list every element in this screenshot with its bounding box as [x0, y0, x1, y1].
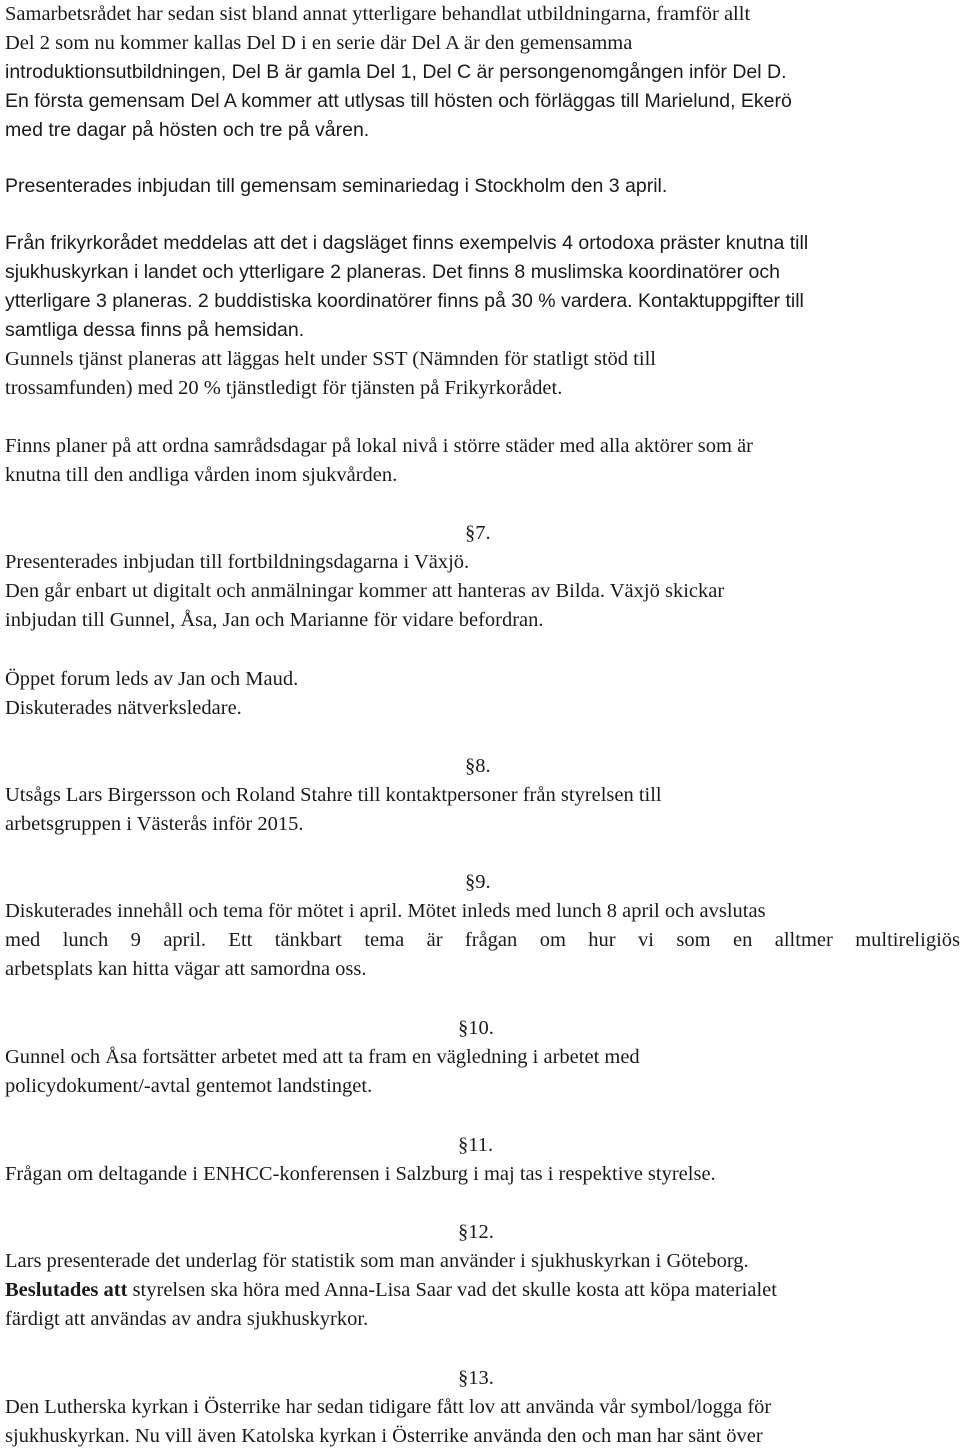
- paragraph-line: Öppet forum leds av Jan och Maud.: [5, 668, 299, 690]
- paragraph-line: Från frikyrkorådet meddelas att det i dagsläget finns exempelvis 4 ortodoxa präster knutna till: [5, 232, 809, 254]
- paragraph-line: Finns planer på att ordna samrådsdagar på lokal nivå i större städer med alla aktörer som är: [5, 435, 753, 457]
- section-heading: §10.: [458, 1017, 494, 1039]
- paragraph-line: färdigt att användas av andra sjukhuskyrkor.: [5, 1308, 369, 1330]
- decision-text: styrelsen ska höra med Anna-Lisa Saar vad det skulle kosta att köpa materialet: [127, 1279, 777, 1301]
- paragraph-line: Frågan om deltagande i ENHCC-konferensen i Salzburg i maj tas i respektive styrelse.: [5, 1163, 716, 1185]
- section-heading: §12.: [458, 1221, 494, 1243]
- paragraph-line: knutna till den andliga vården inom sjukvården.: [5, 464, 398, 486]
- paragraph-line: En första gemensam Del A kommer att utlysas till hösten och förläggas till Marielund, Ekerö: [5, 90, 792, 112]
- section-heading: §7.: [465, 522, 491, 544]
- section-heading: §13.: [458, 1367, 494, 1389]
- paragraph-line: med lunch 9 april. Ett tänkbart tema är frågan om hur vi som en alltmer multireligiös: [5, 929, 960, 951]
- paragraph-line: introduktionsutbildningen, Del B är gamla Del 1, Del C är persongenomgången inför Del D.: [5, 61, 787, 83]
- paragraph-line: Samarbetsrådet har sedan sist bland annat ytterligare behandlat utbildningarna, framför allt: [5, 3, 751, 25]
- paragraph-line: Presenterades inbjudan till gemensam seminariedag i Stockholm den 3 april.: [5, 175, 668, 197]
- paragraph-line: Utsågs Lars Birgersson och Roland Stahre till kontaktpersoner från styrelsen till: [5, 784, 662, 806]
- paragraph-line: Presenterades inbjudan till fortbildningsdagarna i Växjö.: [5, 551, 470, 573]
- paragraph-line: sjukhuskyrkan i landet och ytterligare 2 planeras. Det finns 8 muslimska koordinatörer och: [5, 261, 780, 283]
- paragraph-line: Gunnel och Åsa fortsätter arbetet med att ta fram en vägledning i arbetet med: [5, 1046, 640, 1068]
- paragraph-line: samtliga dessa finns på hemsidan.: [5, 319, 305, 341]
- paragraph-line: inbjudan till Gunnel, Åsa, Jan och Marianne för vidare befordran.: [5, 609, 544, 631]
- section-heading: §11.: [458, 1134, 494, 1156]
- paragraph-line: Diskuterades innehåll och tema för mötet i april. Mötet inleds med lunch 8 april och avslutas: [5, 900, 766, 922]
- paragraph-line: med tre dagar på hösten och tre på våren.: [5, 119, 370, 141]
- paragraph-line: Del 2 som nu kommer kallas Del D i en serie där Del A är den gemensamma: [5, 32, 633, 54]
- paragraph-line: [5, 1276, 777, 1305]
- paragraph-line: Diskuterades nätverksledare.: [5, 697, 242, 719]
- paragraph-line: arbetsplats kan hitta vägar att samordna oss.: [5, 958, 367, 980]
- paragraph-line: Gunnels tjänst planeras att läggas helt under SST (Nämnden för statligt stöd till: [5, 348, 656, 370]
- section-heading: §9.: [465, 871, 491, 893]
- paragraph-line: sjukhuskyrkan. Nu vill även Katolska kyrkan i Österrike använda den och man har sänt över: [5, 1425, 763, 1447]
- paragraph-line: trossamfunden) med 20 % tjänstledigt för tjänsten på Frikyrkorådet.: [5, 377, 563, 399]
- paragraph-line: Den Lutherska kyrkan i Österrike har sedan tidigare fått lov att använda vår symbol/logga för: [5, 1396, 772, 1418]
- paragraph-line: ytterligare 3 planeras. 2 buddistiska koordinatörer finns på 30 % vardera. Kontaktuppgifter till: [5, 290, 804, 312]
- paragraph-line: Lars presenterade det underlag för statistik som man använder i sjukhuskyrkan i Göteborg.: [5, 1250, 749, 1272]
- section-heading: §8.: [465, 755, 491, 777]
- paragraph-line: policydokument/-avtal gentemot landstinget.: [5, 1075, 373, 1097]
- decision-label: Beslutades att: [5, 1279, 128, 1301]
- paragraph-line: Den går enbart ut digitalt och anmälningar kommer att hanteras av Bilda. Växjö skickar: [5, 580, 725, 602]
- paragraph-line: arbetsgruppen i Västerås inför 2015.: [5, 813, 304, 835]
